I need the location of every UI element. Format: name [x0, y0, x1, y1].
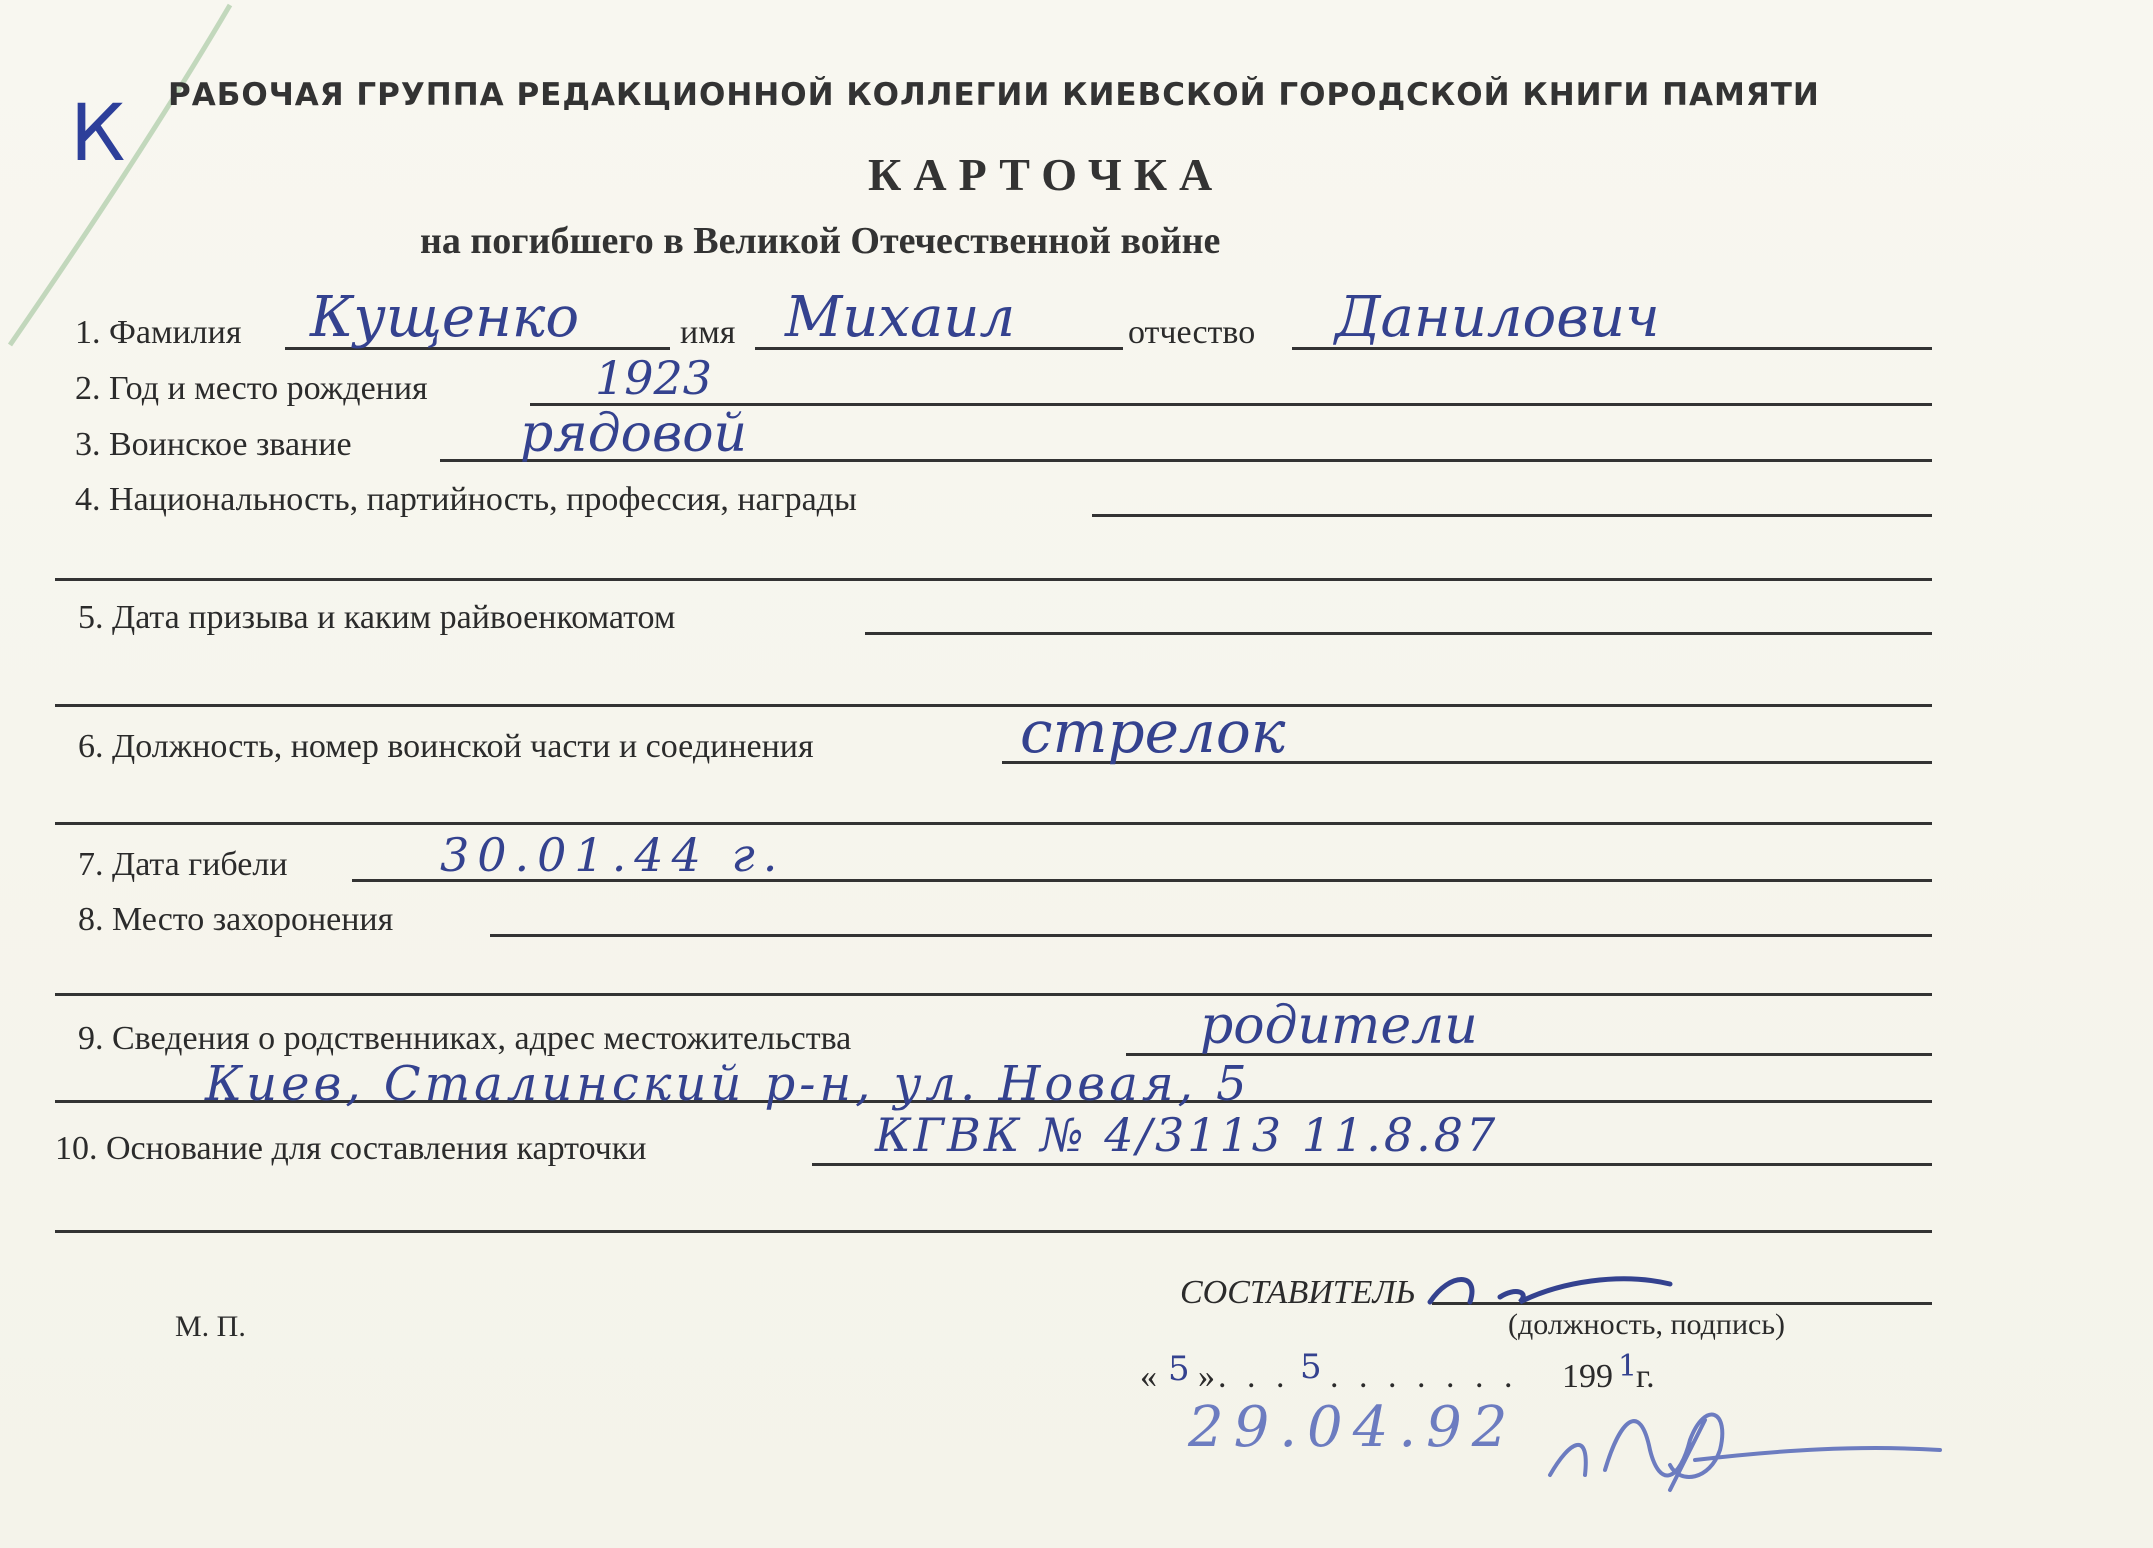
card-title: КАРТОЧКА: [868, 149, 1225, 200]
header-text: РАБОЧАЯ ГРУППА РЕДАКЦИОННОЙ КОЛЛЕГИИ КИЕВСКОЙ ГОРОДСКОЙ КНИГИ ПАМЯТИ: [168, 77, 1820, 113]
value-name: Михаил: [785, 285, 1016, 350]
value-basis: КГВК № 4/3113 11.8.87: [875, 1108, 1499, 1162]
label-death-date: 7. Дата гибели: [78, 846, 288, 883]
value-rank: рядовой: [520, 404, 748, 464]
value-death-date: 30.01.44 г.: [440, 828, 786, 882]
reviewer-signature: [1530, 1380, 1950, 1510]
label-patronymic: отчество: [1128, 314, 1256, 351]
line-burial-2: [55, 993, 1932, 996]
value-relatives: родители: [1200, 996, 1478, 1056]
label-nationality: 4. Национальность, партийность, профессия, награды: [75, 481, 857, 518]
date-open-quote: «: [1140, 1358, 1157, 1395]
pencil-stroke-decoration: [0, 0, 260, 360]
line-draft: [865, 632, 1932, 635]
stamp-place: М. П.: [175, 1310, 246, 1343]
value-patronymic: Данилович: [1335, 285, 1660, 350]
extra-date: 29.04.92: [1188, 1395, 1518, 1460]
date-day: 5: [1168, 1349, 1190, 1389]
label-birth: 2. Год и место рождения: [75, 370, 428, 407]
value-relatives-address: Киев, Сталинский р-н, ул. Новая, 5: [205, 1056, 1251, 1112]
value-birth: 1923: [595, 351, 713, 405]
value-position: стрелок: [1020, 698, 1286, 766]
card-subtitle: на погибшего в Великой Отечественной войне: [420, 220, 1221, 262]
date-dots-1: . . .: [1218, 1358, 1291, 1395]
date-dots-2: . . . . . . .: [1330, 1358, 1519, 1395]
label-rank: 3. Воинское звание: [75, 426, 352, 463]
label-name: имя: [680, 314, 736, 351]
line-draft-2: [55, 704, 1932, 707]
label-burial: 8. Место захоронения: [78, 901, 394, 938]
value-surname: Кущенко: [310, 285, 580, 350]
compiler-hint: (должность, подпись): [1508, 1308, 1786, 1341]
date-suffix: г.: [1636, 1358, 1655, 1395]
line-position-2: [55, 822, 1932, 825]
date-year: 199: [1562, 1358, 1613, 1395]
date-month: 5: [1300, 1347, 1322, 1387]
label-draft: 5. Дата призыва и каким райвоенкоматом: [78, 599, 676, 636]
line-nationality: [1092, 514, 1932, 517]
line-nationality-2: [55, 578, 1932, 581]
label-relatives: 9. Сведения о родственниках, адрес местожительства: [78, 1020, 852, 1057]
line-basis: [812, 1163, 1932, 1166]
label-basis: 10. Основание для составления карточки: [55, 1130, 647, 1167]
line-basis-2: [55, 1230, 1932, 1233]
date-close-quote: »: [1198, 1358, 1215, 1395]
line-burial: [490, 934, 1932, 937]
label-position: 6. Должность, номер воинской части и соединения: [78, 728, 814, 765]
corner-mark: К: [70, 89, 126, 179]
compiler-label: СОСТАВИТЕЛЬ: [1180, 1274, 1416, 1311]
label-surname: 1. Фамилия: [75, 314, 242, 351]
date-year-digit: 1: [1618, 1349, 1638, 1384]
